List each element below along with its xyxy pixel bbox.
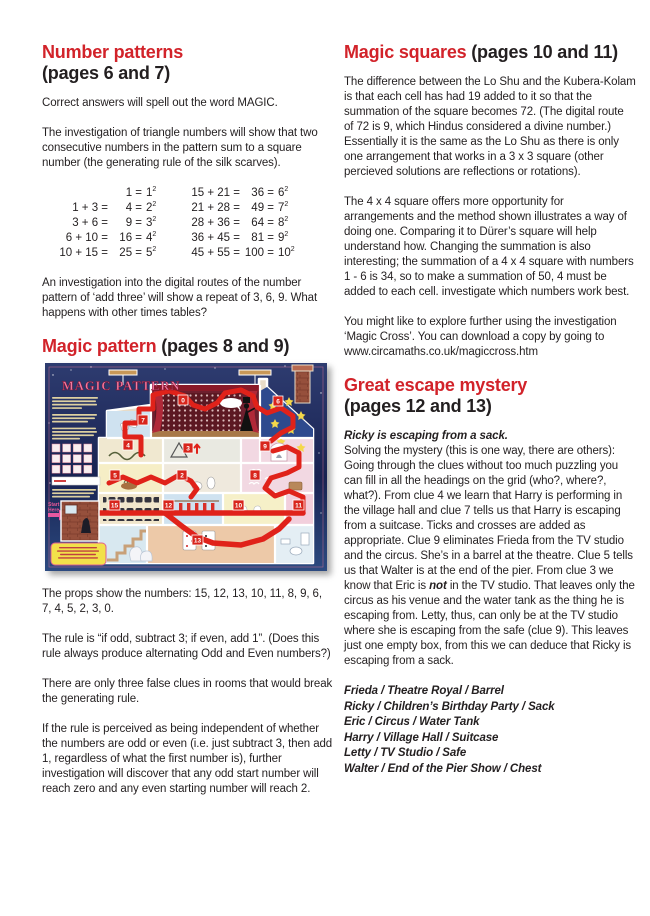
- answer-line: Harry / Village Hall / Suitcase: [344, 731, 499, 744]
- svg-text:9: 9: [263, 443, 267, 451]
- svg-text:11: 11: [295, 502, 302, 510]
- paragraph: The 4 x 4 square offers more opportunity for arrangements and the method shown illustrates a way of doing one. Comparing it to Dürer’s square will help understand how. Changing the summation is also interesting; the summation of a 4 x 4 square with numbers 1 - 6 is 34, so to make a summation of 50, 4 must be added to each cell. investigate which numbers work best.: [344, 196, 634, 298]
- more-text-lines: [52, 489, 96, 498]
- heading-number-patterns: Number patterns: [42, 42, 184, 62]
- svg-text:5: 5: [113, 472, 117, 480]
- svg-text:10: 10: [234, 502, 243, 510]
- illustration-title: MAGIC PATTERN: [62, 379, 181, 393]
- section-magic-squares-heading: [344, 42, 636, 63]
- svg-text:3: 3: [186, 445, 190, 453]
- answer-line: Frieda / Theatre Royal / Barrel: [344, 685, 504, 697]
- paragraph: You might like to explore further using the investigation ‘Magic Cross’. You can download a copy by going to www.circamaths.co.uk/magiccross.htm: [344, 316, 617, 358]
- equations-column-1: 1 = $1^2$ 1 + 3 = 4 = $2^2$ 3 + 6 = 9 = $3^2$ 6 + 10 = 16 = $4^2$ 10 + 15 = 25 = $5^2$: [59, 186, 157, 259]
- mystery-answer-lead: Ricky is escaping from a sack.: [344, 430, 508, 442]
- equations-column-2: 15 + 21 = 36 = $6^2$ 21 + 28 = 49 = $7^2$ 28 + 36 = 64 = $8^2$ 36 + 45 = 81 = $9^2$ 45 + 55 = 100 = $10^2$: [191, 186, 295, 259]
- heading-number-patterns-pages: (pages 6 and 7): [42, 63, 171, 83]
- heading-magic-squares: Magic squares (pages 10 and 11): [344, 42, 618, 62]
- mystery-solution-paragraph: Solving the mystery (this is one way, there are others): Going through the clues without too much puzzling you can fill in all the headings on the grid (who?, where?, what?). From clue 4 we learn that Harry is performing in the village hall and clue 7 tells us that Harry is escaping from a suitcase. Ticks and crosses are added as appropriate. Clue 9 eliminates Frieda from the TV studio and the circus. She’s in a barrel at the theatre. Clue 5 tells us that Walter is at the end of the pier. From clue 3 we know that Eric is not in the TV studio. That leaves only the circus as his venue and the water tank as the thing he is escaping from. Letty, thus, can only be at the TV studio where she is escaping from the safe (clue 9). This leaves just one empty box, from this we can deduce that Ricky is escaping from a sack.: [344, 445, 635, 667]
- paragraph: The investigation of triangle numbers will show that two consecutive numbers in the pattern sum to a square number (the generating rule of the silk scarves).: [42, 127, 318, 169]
- emphasis-not: not: [429, 580, 447, 592]
- section-great-escape-heading: [344, 375, 636, 417]
- paragraph: An investigation into the digital routes of the number pattern of ‘add three’ will show a repeat of 3, 6, 9. What happens with other times tables?: [42, 277, 318, 319]
- svg-text:4: 4: [126, 442, 130, 450]
- svg-text:2: 2: [180, 472, 184, 480]
- magic-pattern-svg: [45, 363, 327, 571]
- svg-text:0: 0: [181, 397, 185, 405]
- equations-block: [54, 186, 334, 261]
- svg-text:6: 6: [276, 398, 280, 406]
- heading-great-escape-pages: (pages 12 and 13): [344, 396, 492, 416]
- paragraph: The props show the numbers: 15, 12, 13, 10, 11, 8, 9, 6, 7, 4, 5, 2, 3, 0.: [42, 588, 322, 615]
- svg-text:Here: Here: [48, 507, 60, 514]
- svg-text:7: 7: [141, 417, 145, 425]
- magic-pattern-illustration: [45, 363, 327, 571]
- note-box: [51, 543, 106, 565]
- left-column: [42, 42, 334, 812]
- svg-text:12: 12: [164, 502, 173, 510]
- paragraph: The rule is “if odd, subtract 3; if even, add 1”. (Does this rule always produce alternating Odd and Even numbers?): [42, 633, 331, 660]
- answer-line: Letty / TV Studio / Safe: [344, 747, 467, 759]
- section-number-patterns-heading: [42, 42, 334, 84]
- paragraph: The difference between the Lo Shu and the Kubera-Kolam is that each cell has had 19 added to it so that the summation of the square becomes 72. (The digital route of 72 is 9, which Hindus considered a divine number.) Essentially it is the same as the Lo Shu as there is only one arrangement that works in a 3 x 3 square (other percieved solutions are reflections or rotations).: [344, 76, 636, 178]
- answer-line: Walter / End of the Pier Show / Chest: [344, 762, 542, 775]
- heading-great-escape: Great escape mystery: [344, 375, 528, 395]
- paragraph: There are only three false clues in rooms that would break the generating rule.: [42, 678, 333, 705]
- paragraph: If the rule is perceived as being independent of whether the numbers are odd or even (i.e. just subtract 3, then add 1, regardless of what the first number is), further investigation will discover that any odd start number will reach zero and any even starting number will reach 2.: [42, 723, 333, 795]
- chimney: [292, 365, 313, 403]
- svg-text:13: 13: [193, 537, 202, 545]
- svg-text:8: 8: [253, 472, 257, 480]
- svg-text:Start: Start: [48, 502, 60, 508]
- right-column: [344, 42, 636, 777]
- paragraph: Correct answers will spell out the word MAGIC.: [42, 97, 278, 109]
- mystery-answers-list: [344, 684, 636, 777]
- brick-entry-room: [61, 501, 99, 541]
- heading-magic-pattern: Magic pattern (pages 8 and 9): [42, 336, 290, 356]
- svg-text:15: 15: [110, 502, 119, 510]
- answer-line: Eric / Circus / Water Tank: [344, 716, 480, 728]
- answer-line: Ricky / Children’s Birthday Party / Sack: [344, 700, 555, 713]
